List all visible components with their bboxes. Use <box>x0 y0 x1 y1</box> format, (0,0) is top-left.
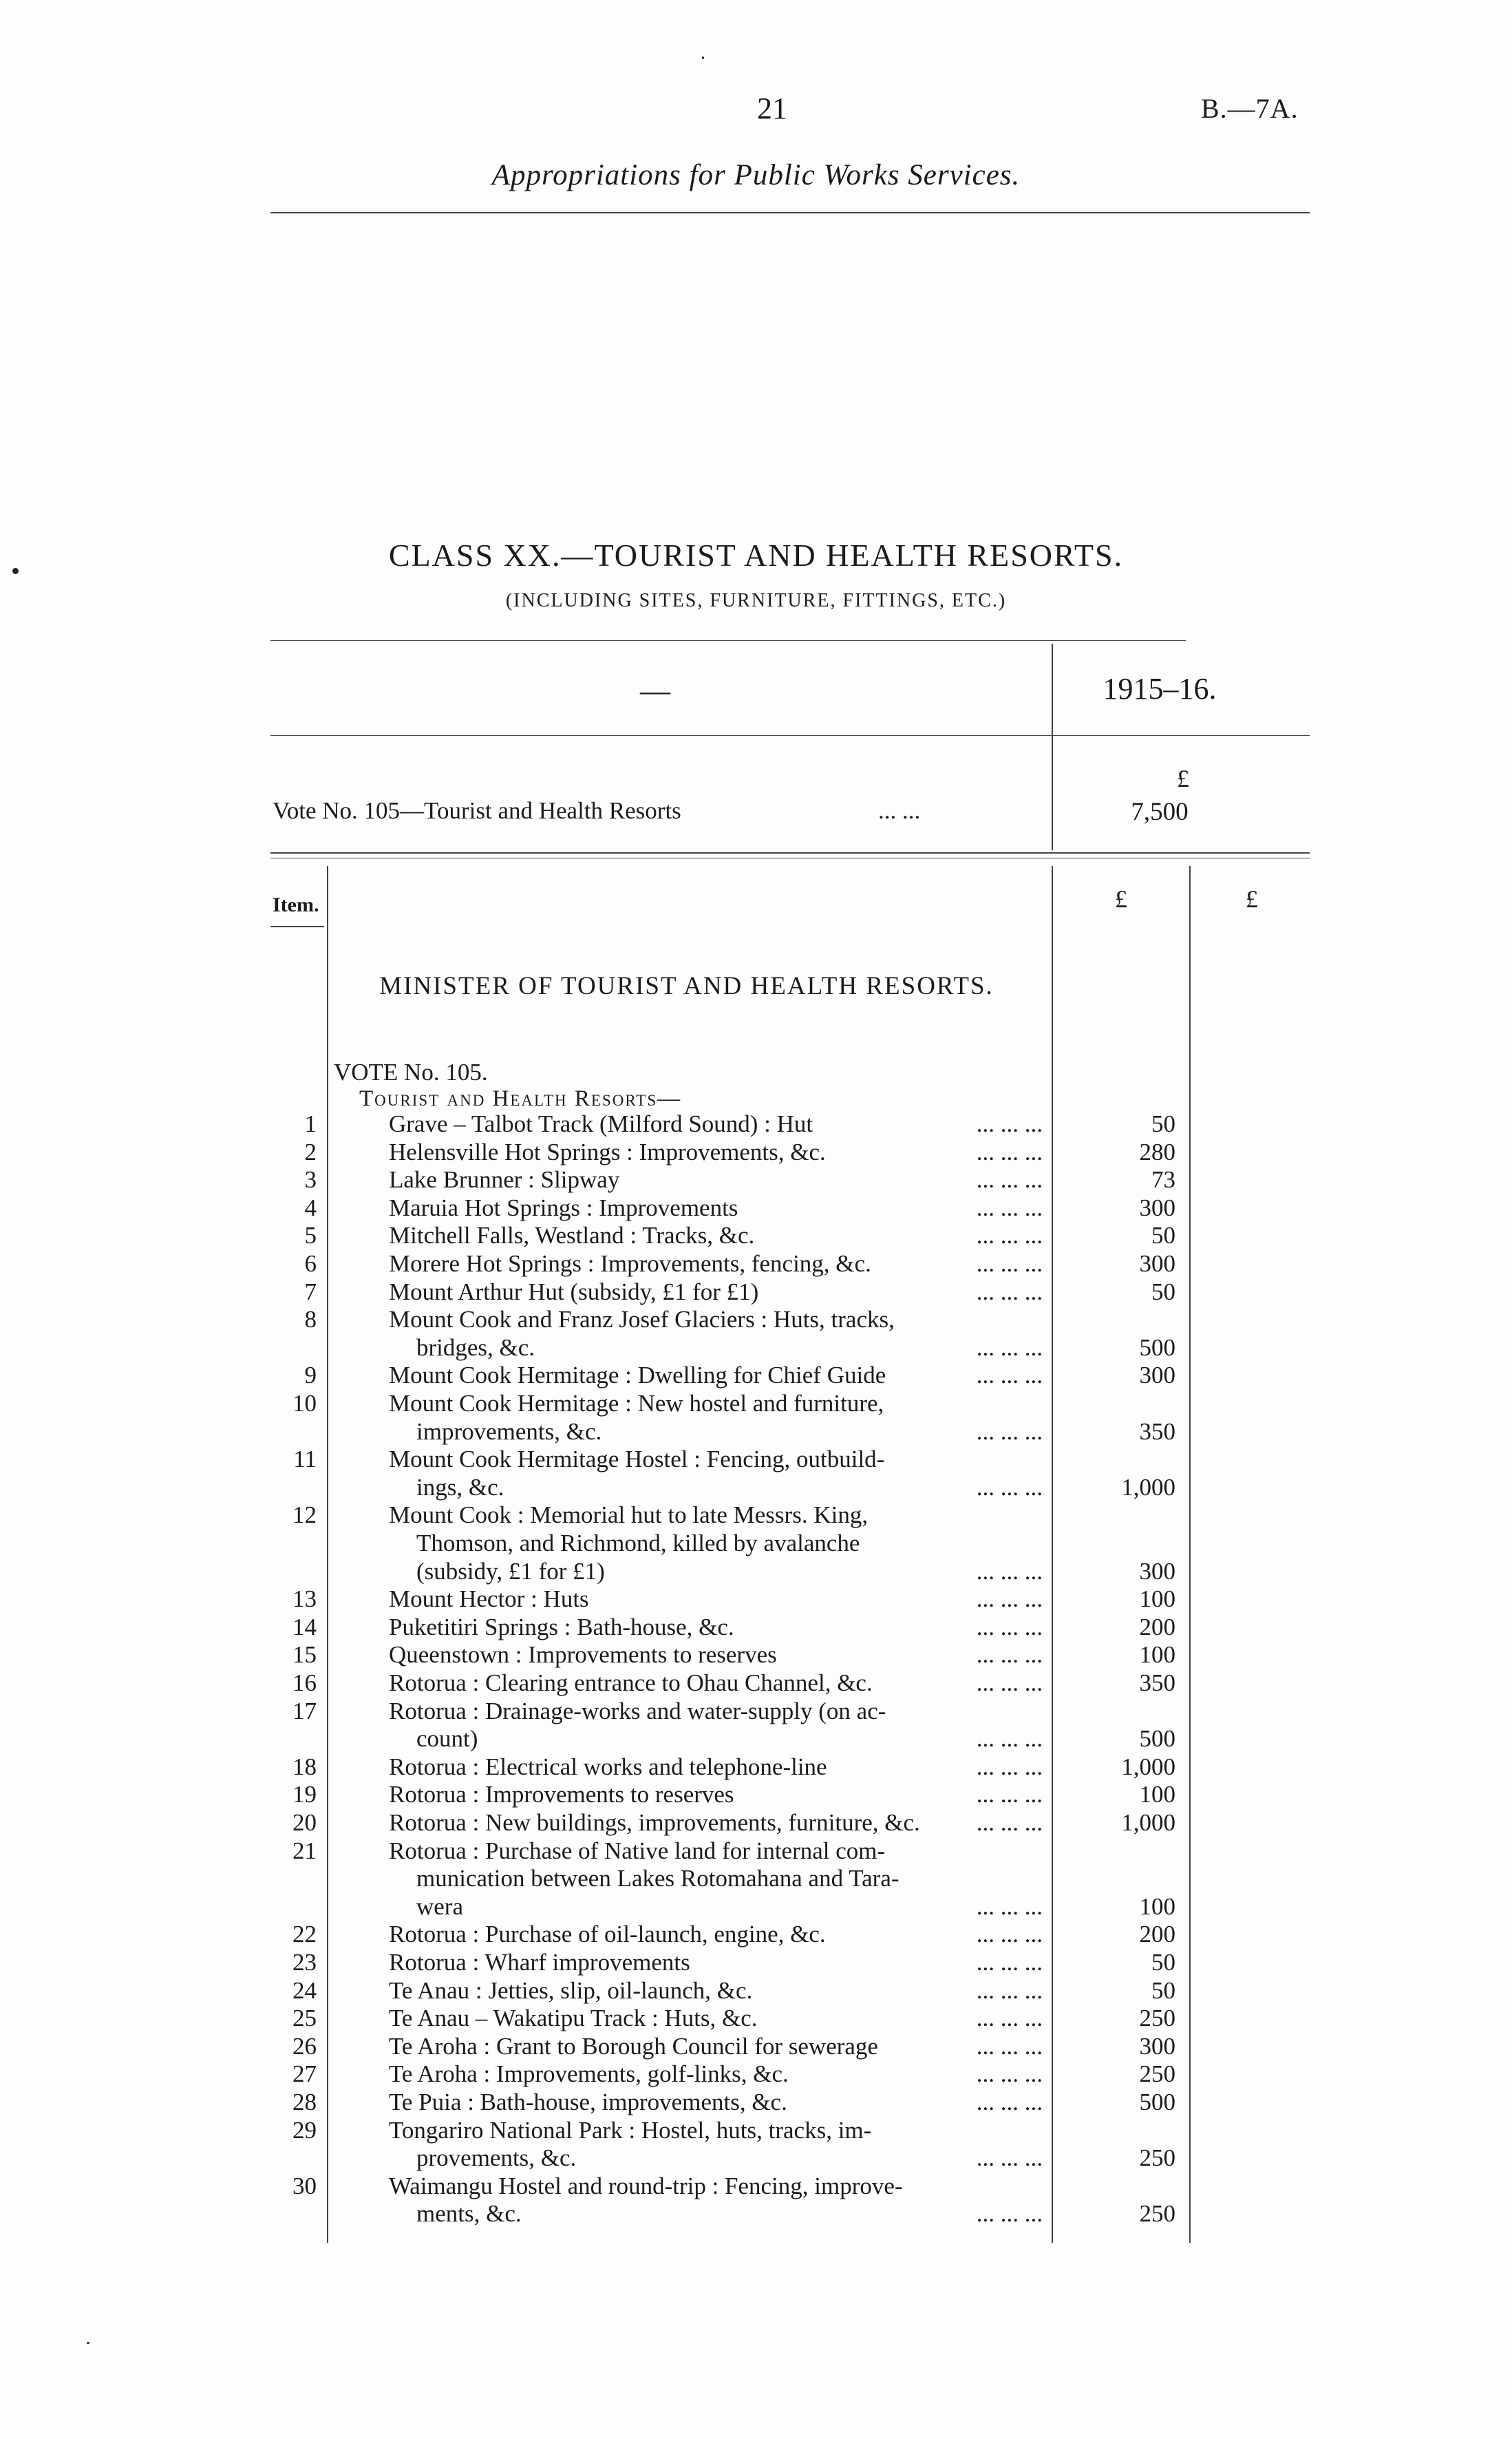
total-currency-header: £ <box>1246 885 1258 913</box>
item-column-header: Item. <box>273 894 319 916</box>
item-description-line <box>389 1865 1043 1893</box>
item-number: 19 <box>292 1781 317 1808</box>
summary-mid-rule <box>270 735 1310 736</box>
item-description-line <box>389 2089 1043 2117</box>
table-row <box>0 2117 1512 2173</box>
dot-leaders: ... ... ... <box>972 1949 1043 1977</box>
item-amount: 500 <box>1139 1725 1175 1753</box>
vote-summary-label <box>273 797 1040 825</box>
item-amount: 200 <box>1139 1921 1175 1948</box>
item-description <box>389 1278 1043 1307</box>
item-description-text: (subsidy, £1 for £1) <box>416 1557 605 1585</box>
item-description-line <box>389 1585 1043 1614</box>
item-amount: 350 <box>1139 1417 1175 1445</box>
amount-currency-header: £ <box>1115 885 1127 913</box>
dot-leaders: ... ... ... <box>972 1418 1043 1446</box>
item-description-line <box>389 1446 1043 1474</box>
item-number: 30 <box>292 2172 317 2199</box>
item-description-text: count) <box>416 1725 478 1753</box>
item-number: 16 <box>292 1669 317 1696</box>
item-amount: 1,000 <box>1121 1473 1175 1501</box>
dot-leaders: ... ... ... <box>972 1222 1043 1250</box>
dot-leaders: ... ... ... <box>972 1362 1043 1390</box>
item-number: 20 <box>292 1809 317 1836</box>
page-number: 21 <box>757 92 787 125</box>
item-description <box>389 1446 1043 1501</box>
item-description-line <box>389 1893 1043 1921</box>
item-description <box>389 1222 1043 1250</box>
item-amount: 500 <box>1139 1333 1175 1361</box>
table-row <box>0 2089 1512 2117</box>
summary-top-rule <box>270 640 1186 641</box>
dot-leaders: ... ... ... <box>972 1893 1043 1921</box>
table-row <box>0 1250 1512 1278</box>
item-description-line <box>389 1278 1043 1307</box>
item-number: 29 <box>292 2116 317 2144</box>
item-description-line <box>389 1166 1043 1194</box>
item-description-text: Te Anau – Wakatipu Track : Huts, &c. <box>389 2005 758 2032</box>
item-number: 17 <box>292 1697 317 1724</box>
item-number: 13 <box>292 1585 317 1613</box>
item-description-line <box>389 2144 1043 2173</box>
item-description <box>389 1362 1043 1390</box>
item-description-line <box>389 1977 1043 2005</box>
item-description-text: Thomson, and Richmond, killed by avalanche <box>416 1529 860 1556</box>
item-description-text: Queenstown : Improvements to reserves <box>389 1641 777 1669</box>
header-rule <box>270 212 1310 213</box>
item-amount: 300 <box>1139 1362 1175 1389</box>
item-description-line <box>389 1753 1043 1782</box>
item-description-text: Te Puia : Bath-house, improvements, &c. <box>389 2089 787 2115</box>
item-description-text: Rotorua : Clearing entrance to Ohau Channel, &c. <box>389 1669 873 1696</box>
item-number: 23 <box>292 1949 317 1976</box>
item-description <box>389 1921 1043 1949</box>
item-number: 7 <box>304 1278 317 1305</box>
vote-summary-amount: 7,500 <box>1131 798 1189 826</box>
item-description <box>389 1501 1043 1585</box>
item-description-line <box>389 1781 1043 1809</box>
dot-leaders: ... ... ... <box>972 1278 1043 1307</box>
item-description-line <box>389 2033 1043 2061</box>
dot-leaders: ... ... ... <box>972 2089 1043 2117</box>
table-row <box>0 1110 1512 1139</box>
item-number: 22 <box>292 1921 317 1948</box>
item-number: 3 <box>304 1166 317 1194</box>
item-description-text: improvements, &c. <box>416 1417 602 1445</box>
table-row <box>0 1977 1512 2005</box>
item-description-line <box>389 1334 1043 1362</box>
item-number: 2 <box>304 1138 317 1165</box>
item-description-text: Mount Cook Hermitage : New hostel and furniture, <box>389 1390 884 1417</box>
item-description-text: Grave – Talbot Track (Milford Sound) : Hut <box>389 1110 813 1137</box>
item-description-line <box>389 1362 1043 1390</box>
item-description-line <box>389 1558 1043 1586</box>
item-description <box>389 1753 1043 1782</box>
table-row <box>0 1753 1512 1782</box>
item-description-text: Mount Cook Hermitage : Dwelling for Chief Guide <box>389 1362 886 1389</box>
item-description <box>389 1641 1043 1669</box>
item-description-line <box>389 1949 1043 1977</box>
item-description-line <box>389 1139 1043 1167</box>
item-amount: 1,000 <box>1121 1809 1175 1836</box>
document-reference: B.—7A. <box>1201 93 1299 124</box>
vote-summary-text: Vote No. 105—Tourist and Health Resorts <box>273 797 681 824</box>
table-row <box>0 2033 1512 2061</box>
class-subtitle: (INCLUDING SITES, FURNITURE, FITTINGS, ETC.) <box>505 590 1007 611</box>
item-description-text: Rotorua : Purchase of oil-launch, engine, &c. <box>389 1921 826 1948</box>
table-row <box>0 1446 1512 1501</box>
item-description-line <box>389 2005 1043 2033</box>
table-row <box>0 1278 1512 1307</box>
scan-speck <box>702 56 704 59</box>
dot-leaders: ... ... ... <box>972 1781 1043 1809</box>
item-number: 15 <box>292 1641 317 1669</box>
item-description-line <box>389 1501 1043 1530</box>
table-row <box>0 2173 1512 2228</box>
item-description-text: Rotorua : Electrical works and telephone-line <box>389 1753 827 1780</box>
item-amount: 300 <box>1139 1194 1175 1221</box>
dot-leaders: ... ... ... <box>972 1474 1043 1502</box>
item-description-text: Mitchell Falls, Westland : Tracks, &c. <box>389 1222 755 1249</box>
item-number: 9 <box>304 1362 317 1389</box>
item-description-text: bridges, &c. <box>416 1333 535 1361</box>
item-description-line <box>389 1614 1043 1642</box>
item-amount: 250 <box>1139 2200 1175 2228</box>
item-number: 11 <box>293 1446 317 1473</box>
item-description-line <box>389 1809 1043 1837</box>
item-description <box>389 2033 1043 2061</box>
item-amount: 250 <box>1139 2144 1175 2172</box>
item-amount: 500 <box>1139 2089 1175 2115</box>
item-description-text: Mount Arthur Hut (subsidy, £1 for £1) <box>389 1278 759 1305</box>
item-number: 14 <box>292 1613 317 1640</box>
item-description-line <box>389 1250 1043 1278</box>
class-title: CLASS XX.—TOURIST AND HEALTH RESORTS. <box>388 538 1124 573</box>
item-description-line <box>389 2060 1043 2089</box>
table-row <box>0 1698 1512 1753</box>
summary-dash: — <box>640 674 670 708</box>
item-amount: 73 <box>1151 1166 1175 1194</box>
dot-leaders: ... ... ... <box>972 1166 1043 1194</box>
item-amount: 300 <box>1139 1557 1175 1585</box>
item-description <box>389 1110 1043 1139</box>
item-description <box>389 1139 1043 1167</box>
item-amount: 50 <box>1151 1949 1175 1976</box>
vote-number: VOTE No. 105. <box>334 1059 488 1086</box>
item-description <box>389 1698 1043 1753</box>
item-description-line <box>389 1110 1043 1139</box>
item-description-line <box>389 1698 1043 1726</box>
item-description-text: munication between Lakes Rotomahana and Tara- <box>416 1865 899 1892</box>
summary-column-divider <box>1052 644 1053 850</box>
item-description-text: Helensville Hot Springs : Improvements, &c. <box>389 1138 826 1165</box>
item-description-line <box>389 1530 1043 1558</box>
item-number: 28 <box>292 2089 317 2115</box>
item-amount: 300 <box>1139 1250 1175 1277</box>
table-row <box>0 1306 1512 1362</box>
item-description <box>389 2173 1043 2228</box>
item-description-text: Te Aroha : Grant to Borough Council for sewerage <box>389 2032 878 2060</box>
item-description-line <box>389 1222 1043 1250</box>
item-description <box>389 1306 1043 1362</box>
item-description-text: Lake Brunner : Slipway <box>389 1166 620 1194</box>
vote-summary-leaders: ... ... <box>878 797 921 824</box>
item-description-text: provements, &c. <box>416 2144 577 2172</box>
item-description <box>389 2005 1043 2033</box>
item-amount: 100 <box>1139 1585 1175 1613</box>
table-row <box>0 1809 1512 1837</box>
item-description <box>389 1669 1043 1698</box>
item-amount: 50 <box>1151 1976 1175 2004</box>
table-row <box>0 2005 1512 2033</box>
dot-leaders: ... ... ... <box>972 1250 1043 1278</box>
dot-leaders: ... ... ... <box>972 1977 1043 2005</box>
item-number: 18 <box>292 1753 317 1780</box>
item-description <box>389 1585 1043 1614</box>
item-description <box>389 1809 1043 1837</box>
item-description <box>389 2089 1043 2117</box>
item-amount: 250 <box>1139 2060 1175 2088</box>
item-description-text: Tongariro National Park : Hostel, huts, tracks, im- <box>389 2116 872 2144</box>
item-amount: 50 <box>1151 1278 1175 1305</box>
item-description <box>389 2060 1043 2089</box>
dot-leaders: ... ... ... <box>972 1641 1043 1669</box>
table-row <box>0 1585 1512 1614</box>
item-description <box>389 1390 1043 1446</box>
item-description <box>389 1194 1043 1223</box>
table-row <box>0 1139 1512 1167</box>
scan-speck <box>12 568 19 574</box>
item-amount: 50 <box>1151 1110 1175 1137</box>
item-description-line <box>389 1194 1043 1223</box>
item-description-text: ments, &c. <box>416 2200 522 2228</box>
item-number: 27 <box>292 2060 317 2088</box>
item-number: 10 <box>292 1390 317 1417</box>
item-amount: 100 <box>1139 1641 1175 1669</box>
item-description-line <box>389 1921 1043 1949</box>
dot-leaders: ... ... ... <box>972 1334 1043 1362</box>
item-amount: 1,000 <box>1121 1753 1175 1780</box>
item-description-line <box>389 1474 1043 1502</box>
item-amount: 250 <box>1139 2005 1175 2032</box>
page-title: Appropriations for Public Works Services. <box>491 159 1021 191</box>
item-description-text: Rotorua : Drainage-works and water-supply (on ac- <box>389 1697 886 1724</box>
dot-leaders: ... ... ... <box>972 1669 1043 1698</box>
dot-leaders: ... ... ... <box>972 1194 1043 1223</box>
item-description <box>389 1250 1043 1278</box>
item-description-text: Mount Cook Hermitage Hostel : Fencing, outbuild- <box>389 1446 885 1473</box>
item-amount: 200 <box>1139 1613 1175 1640</box>
item-description-line <box>389 1837 1043 1866</box>
item-description-text: Puketitiri Springs : Bath-house, &c. <box>389 1613 734 1640</box>
item-description-text: wera <box>416 1892 464 1920</box>
item-description <box>389 1949 1043 1977</box>
item-description <box>389 1781 1043 1809</box>
table-row <box>0 2060 1512 2089</box>
table-row <box>0 1194 1512 1223</box>
item-header-rule <box>270 926 324 927</box>
table-row <box>0 1614 1512 1642</box>
dot-leaders: ... ... ... <box>972 1809 1043 1837</box>
item-description-line <box>389 1669 1043 1698</box>
financial-year: 1915–16. <box>1103 672 1217 706</box>
table-row <box>0 1222 1512 1250</box>
dot-leaders: ... ... ... <box>972 1558 1043 1586</box>
item-description-text: Te Aroha : Improvements, golf-links, &c. <box>389 2060 789 2088</box>
summary-currency: £ <box>1177 765 1189 792</box>
item-number: 21 <box>292 1837 317 1864</box>
item-number: 12 <box>292 1501 317 1529</box>
table-row <box>0 1781 1512 1809</box>
minister-heading: MINISTER OF TOURIST AND HEALTH RESORTS. <box>379 972 994 1000</box>
item-amount: 280 <box>1139 1138 1175 1165</box>
scan-speck <box>87 2342 89 2344</box>
summary-bottom-rule <box>270 852 1310 854</box>
item-description-text: Mount Hector : Huts <box>389 1585 589 1613</box>
table-row <box>0 1390 1512 1446</box>
item-description <box>389 2117 1043 2173</box>
table-row <box>0 1166 1512 1194</box>
item-amount: 100 <box>1139 1892 1175 1920</box>
dot-leaders: ... ... ... <box>972 2005 1043 2033</box>
item-description-text: Te Anau : Jetties, slip, oil-launch, &c. <box>389 1976 753 2004</box>
item-description-line <box>389 1390 1043 1418</box>
item-description-line <box>389 2200 1043 2228</box>
item-description-line <box>389 1418 1043 1446</box>
dot-leaders: ... ... ... <box>972 2060 1043 2089</box>
dot-leaders: ... ... ... <box>972 1614 1043 1642</box>
item-description-text: Waimangu Hostel and round-trip : Fencing, improve- <box>389 2172 903 2199</box>
item-description-text: Rotorua : Improvements to reserves <box>389 1781 734 1808</box>
item-number: 26 <box>292 2032 317 2060</box>
item-description-text: Mount Cook and Franz Josef Glaciers : Huts, tracks, <box>389 1306 895 1333</box>
table-row <box>0 1362 1512 1390</box>
item-description-line <box>389 1725 1043 1753</box>
item-description-text: Rotorua : New buildings, improvements, furniture, &c. <box>389 1809 920 1836</box>
item-description-text: Morere Hot Springs : Improvements, fencing, &c. <box>389 1250 871 1277</box>
item-description <box>389 1166 1043 1194</box>
table-row <box>0 1949 1512 1977</box>
item-number: 5 <box>304 1222 317 1249</box>
dot-leaders: ... ... ... <box>972 2144 1043 2173</box>
item-amount: 300 <box>1139 2032 1175 2060</box>
item-number: 25 <box>292 2005 317 2032</box>
item-description-line <box>389 2117 1043 2145</box>
dot-leaders: ... ... ... <box>972 1139 1043 1167</box>
dot-leaders: ... ... ... <box>972 1921 1043 1949</box>
table-row <box>0 1669 1512 1698</box>
dot-leaders: ... ... ... <box>972 1753 1043 1782</box>
item-number: 8 <box>304 1306 317 1333</box>
item-description-line <box>389 1306 1043 1334</box>
item-description-text: Maruia Hot Springs : Improvements <box>389 1194 738 1221</box>
item-description-line <box>389 2173 1043 2201</box>
table-row <box>0 1921 1512 1949</box>
dot-leaders: ... ... ... <box>972 1585 1043 1614</box>
dot-leaders: ... ... ... <box>972 2033 1043 2061</box>
dot-leaders: ... ... ... <box>972 1110 1043 1139</box>
dot-leaders: ... ... ... <box>972 2200 1043 2228</box>
item-description-text: ings, &c. <box>416 1473 504 1501</box>
item-amount: 350 <box>1139 1669 1175 1696</box>
item-description <box>389 1837 1043 1921</box>
dot-leaders: ... ... ... <box>972 1725 1043 1753</box>
table-row <box>0 1501 1512 1585</box>
item-number: 4 <box>304 1194 317 1221</box>
vote-heading: Tourist and Health Resorts— <box>359 1086 682 1111</box>
item-description <box>389 1977 1043 2005</box>
item-amount: 100 <box>1139 1781 1175 1808</box>
item-amount: 50 <box>1151 1222 1175 1249</box>
table-row <box>0 1641 1512 1669</box>
item-description <box>389 1614 1043 1642</box>
item-description-text: Rotorua : Wharf improvements <box>389 1949 690 1976</box>
item-description-text: Rotorua : Purchase of Native land for internal com- <box>389 1837 886 1864</box>
item-number: 6 <box>304 1250 317 1277</box>
item-number: 24 <box>292 1976 317 2004</box>
item-description-line <box>389 1641 1043 1669</box>
item-number: 1 <box>304 1110 317 1137</box>
table-row <box>0 1837 1512 1921</box>
item-description-text: Mount Cook : Memorial hut to late Messrs. King, <box>389 1501 869 1529</box>
